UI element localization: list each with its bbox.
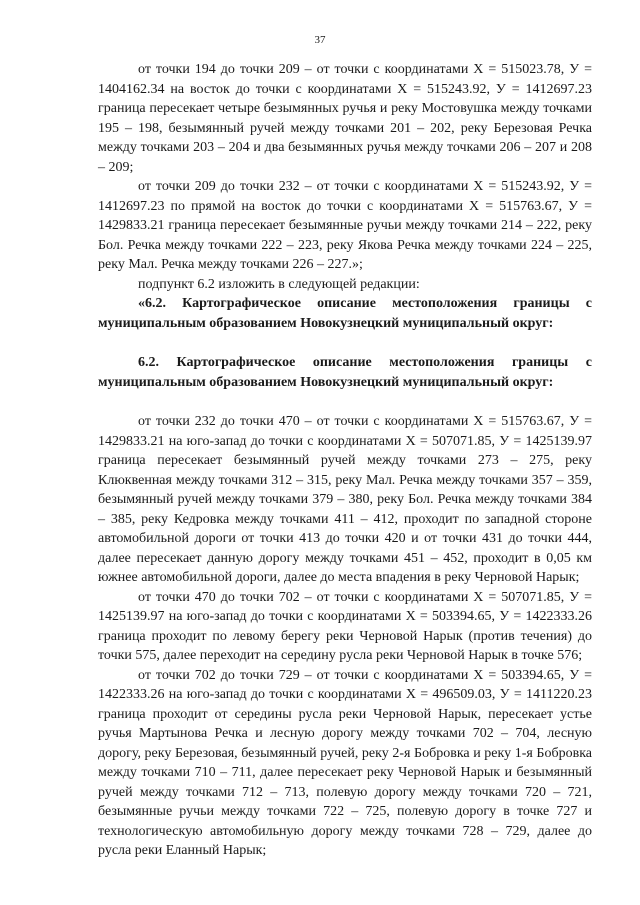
paragraph-209-232: от точки 209 до точки 232 – от точки с координатами Х = 515243.92, У = 1412697.23 по прямой на восток до точки с координатами Х = 515763.67, У = 1429833.21 граница пересекает безымянные ручьи между точками 214 – 222, реку Бол. Речка между точками 222 – 223, реку Якова Речка между точками 224 – 225, реку Мал. Речка между точками 226 – 227.»; bbox=[98, 179, 592, 272]
paragraph-amendment-note: подпункт 6.2 изложить в следующей редакции: bbox=[138, 276, 420, 292]
paragraph-470-702: от точки 470 до точки 702 – от точки с координатами Х = 507071.85, У = 1425139.97 на юго-запад до точки с координатами Х = 503394.65, У = 1422333.26 граница проходит по левому берегу реки Черновой Нарык (против течения) до точки 575, далее переходит на середину русла реки Черновой Нарык в точке 576; bbox=[98, 589, 592, 663]
page-number: 37 bbox=[314, 34, 326, 46]
section-gap bbox=[98, 333, 592, 353]
section-gap bbox=[98, 392, 592, 412]
paragraph-232-470: от точки 232 до точки 470 – от точки с координатами Х = 515763.67, У = 1429833.21 на юго-запад до точки с координатами Х = 507071.85, У = 1425139.97 граница пересекает безымянный ручей между точками 273 – 275, реку Клюквенная между точками 312 – 315, реку Мал. Речка между точками 357 – 359, безымянный ручей между точками 379 – 380, реку Бол. Речка между точками 384 – 385, реку Кедровка между точками 411 – 412, проходит по западной стороне автомобильной дороги от точки 413 до точки 420 и от точки 431 до точки 444, далее пересекает данную дорогу между точками 451 – 452, проходит в 0,05 км южнее автомобильной дороги, далее до места впадения в реку Черновой Нарык; bbox=[98, 414, 592, 585]
document-body bbox=[98, 60, 592, 861]
heading-6-2: 6.2. Картографическое описание местоположения границы с муниципальным образованием Новокузнецкий муниципальный округ: bbox=[98, 355, 592, 390]
paragraph-702-729: от точки 702 до точки 729 – от точки с координатами Х = 503394.65, У = 1422333.26 на юго-запад до точки с координатами Х = 496509.03, У = 1411220.23 граница проходит от середины русла реки Черновой Нарык, пересекает устье ручья Мартынова Речка и лесную дорогу между точками 702 – 704, лесную дорогу, реку Березовая, безымянный ручей, реку 2-я Бобровка и реку 1-я Бобровка между точками 710 – 711, далее пересекает реку Черновой Нарык и безымянный ручей между точками 712 – 713, полевую дорогу между точками 720 – 721, безымянные ручьи между точками 722 – 725, полевую дорогу в точке 727 и технологическую автомобильную дорогу между точками 728 – 729, далее до русла реки Еланный Нарык; bbox=[98, 667, 592, 858]
paragraph-194-209: от точки 194 до точки 209 – от точки с координатами Х = 515023.78, У = 1404162.34 на восток до точки с координатами Х = 515243.92, У = 1412697.23 граница пересекает четыре безымянных ручья и реку Мостовушка между точками 195 – 198, безымянный ручей между точками 201 – 202, реку Березовая Речка между точками 203 – 204 и два безымянных ручья между точками 206 – 207 и 208 – 209; bbox=[98, 62, 592, 175]
heading-quoted-6-2: «6.2. Картографическое описание местоположения границы с муниципальным образованием Новокузнецкий муниципальный округ: bbox=[98, 296, 592, 331]
